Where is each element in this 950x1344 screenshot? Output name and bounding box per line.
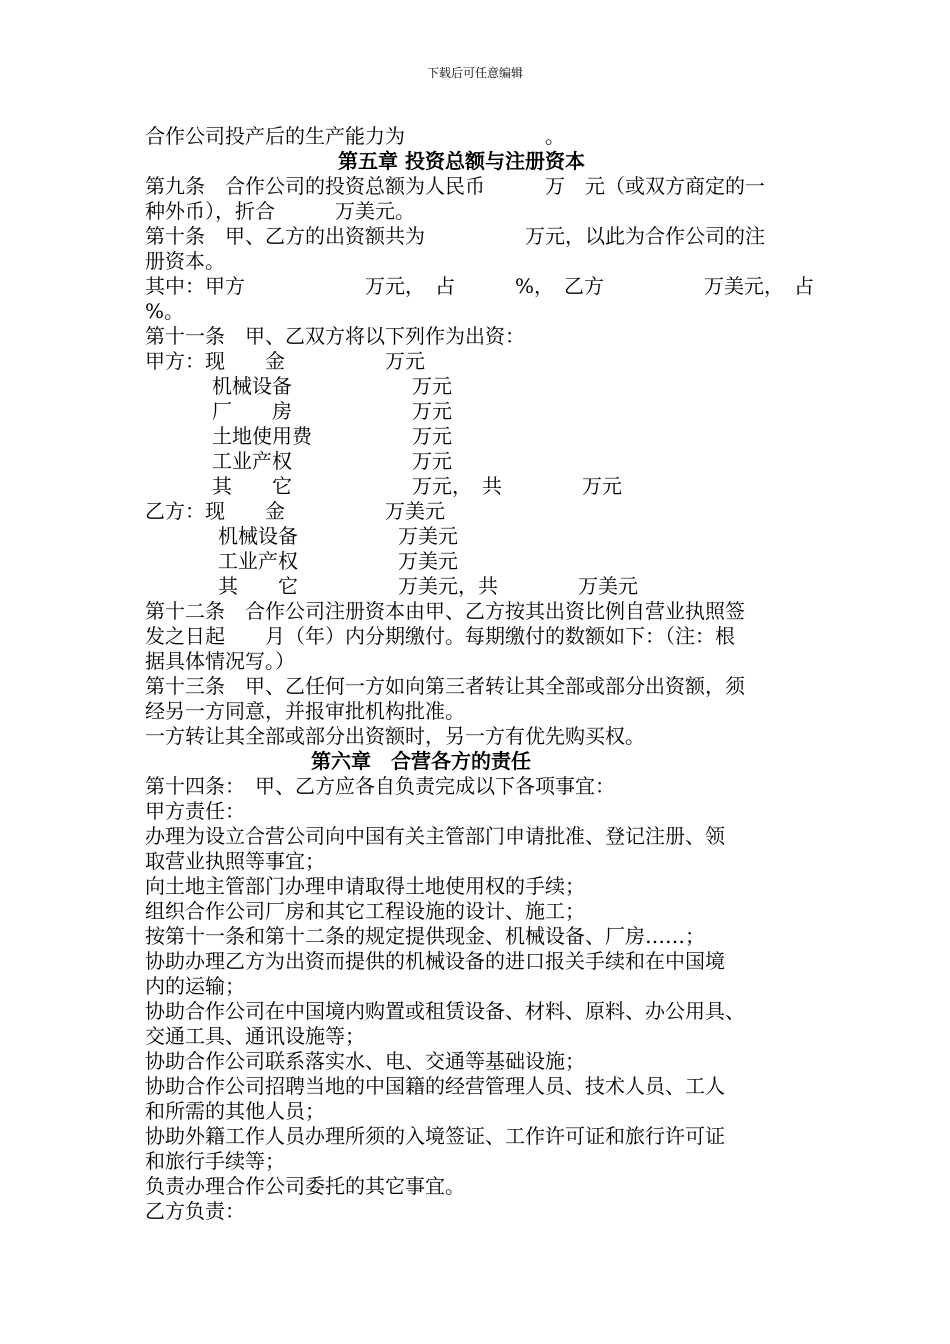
text-line: 厂 房 万元 — [212, 399, 452, 423]
text-line: 第十条 甲、乙方的出资额共为 万元，以此为合作公司的注 — [145, 224, 765, 248]
document-body — [145, 124, 825, 1224]
text-line: 其中：甲方 万元， 占 %， 乙方 万美元， 占 — [145, 274, 815, 298]
text-line: 协助合作公司在中国境内购置或租赁设备、材料、原料、办公用具、 — [145, 999, 745, 1023]
text-line: %。 — [145, 299, 185, 323]
text-line: 经另一方同意，并报审批机构批准。 — [145, 699, 465, 723]
text-line: 组织合作公司厂房和其它工程设施的设计、施工； — [145, 899, 585, 923]
text-line: 协助办理乙方为出资而提供的机械设备的进口报关手续和在中国境 — [145, 949, 725, 973]
text-line: 机械设备 万元 — [212, 374, 452, 398]
text-line: 发之日起 月（年）内分期缴付。每期缴付的数额如下：（注：根 — [145, 624, 735, 648]
text-line: 协助合作公司联系落实水、电、交通等基础设施； — [145, 1049, 585, 1073]
page-header: 下载后可任意编辑 — [426, 66, 523, 80]
text-line: 第十一条 甲、乙双方将以下列作为出资： — [145, 324, 525, 348]
text-line: 乙方：现 金 万美元 — [145, 499, 445, 523]
text-line: 土地使用费 万元 — [212, 424, 452, 448]
text-line: 一方转让其全部或部分出资额时，另一方有优先购买权。 — [145, 724, 645, 748]
text-line: 负责办理合作公司委托的其它事宜。 — [145, 1174, 465, 1198]
text-line: 其 它 万元， 共 万元 — [212, 474, 622, 498]
text-line: 交通工具、通讯设施等； — [145, 1024, 365, 1048]
text-line: 甲方：现 金 万元 — [145, 349, 425, 373]
text-line: 向土地主管部门办理申请取得土地使用权的手续； — [145, 874, 585, 898]
text-line: 机械设备 万美元 — [218, 524, 458, 548]
text-line: 合作公司投产后的生产能力为 。 — [145, 124, 565, 148]
text-line: 协助外籍工作人员办理所须的入境签证、工作许可证和旅行许可证 — [145, 1124, 725, 1148]
text-line: 第九条 合作公司的投资总额为人民币 万 元（或双方商定的一 — [145, 174, 765, 198]
text-line: 工业产权 万元 — [212, 449, 452, 473]
text-line: 办理为设立合营公司向中国有关主管部门申请批准、登记注册、领 — [145, 824, 725, 848]
text-line: 工业产权 万美元 — [218, 549, 458, 573]
text-line: 第十二条 合作公司注册资本由甲、乙方按其出资比例自营业执照签 — [145, 599, 745, 623]
text-line: 甲方责任： — [145, 799, 245, 823]
text-line: 第十四条： 甲、乙方应各自负责完成以下各项事宜： — [145, 774, 615, 798]
text-line: 协助合作公司招聘当地的中国籍的经营管理人员、技术人员、工人 — [145, 1074, 725, 1098]
text-line: 按第十一条和第十二条的规定提供现金、机械设备、厂房……； — [145, 924, 705, 948]
text-line: 据具体情况写。） — [145, 649, 295, 673]
text-line: 种外币），折合 万美元。 — [145, 199, 415, 223]
text-line: 内的运输； — [145, 974, 245, 998]
text-line: 乙方负责： — [145, 1199, 245, 1223]
chapter-heading: 第六章 合营各方的责任 — [311, 749, 531, 773]
text-line: 其 它 万美元，共 万美元 — [218, 574, 638, 598]
text-line: 册资本。 — [145, 249, 225, 273]
text-line: 和旅行手续等； — [145, 1149, 285, 1173]
text-line: 第十三条 甲、乙任何一方如向第三者转让其全部或部分出资额，须 — [145, 674, 745, 698]
text-line: 和所需的其他人员； — [145, 1099, 325, 1123]
text-line: 取营业执照等事宜； — [145, 849, 325, 873]
chapter-heading: 第五章 投资总额与注册资本 — [338, 149, 585, 173]
